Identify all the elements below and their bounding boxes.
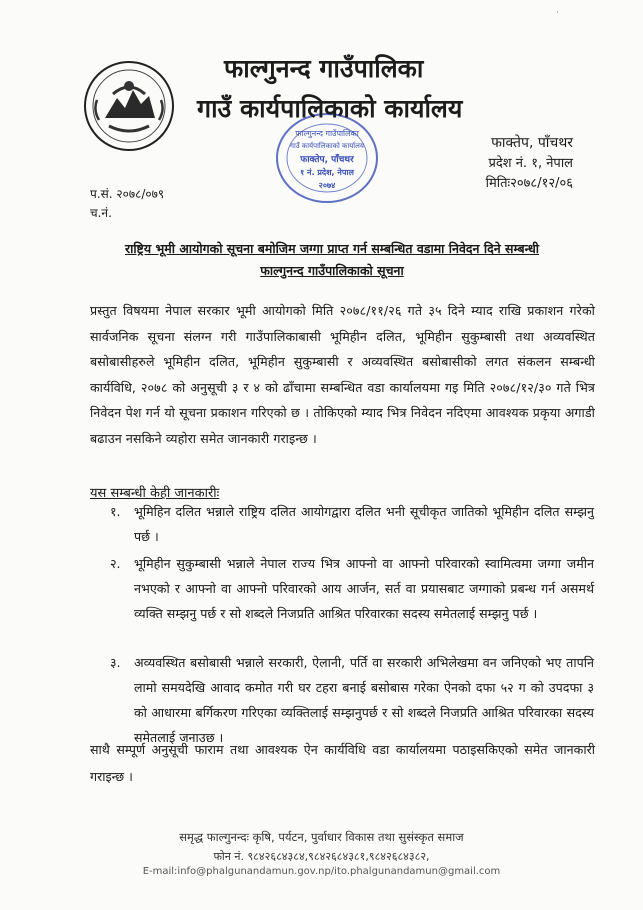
list-item (110, 499, 594, 549)
list-item-text: अव्यवस्थित बसोबासी भन्नाले सरकारी, ऐलानी, पर्ति वा सरकारी अभिलेखमा वन जनिएको भए तापनि लामो समयदेखि आवाद कमोत गरी घर टहरा बनाई बसोबास गरेका ऐनको दफा ५२ ग को उपदफा ३ को आधारमा बर्गिकरण गरिएका व्यक्तिलाई सम्झनुपर्छ र सो शब्दले निजप्रति आश्रित परिवारका सदस्य समेतलाई जनाउछ । (134, 655, 594, 745)
organization-name: फाल्गुनन्द गाउँपालिका (224, 54, 424, 83)
corner-mark: · (556, 8, 559, 18)
dispatch-number: च.नं. (90, 206, 112, 220)
notice-paragraph: प्रस्तुत विषयमा नेपाल सरकार भूमी आयोगको मिति २०७८/११/२६ गते ३५ दिने म्याद राखि प्रकाशन गरेको सार्वजनिक सूचना संलग्न गरी गाउँपालिकाबासी भूमिहीन दलित, भूमिहीन सुकुम्बासी तथा अव्यवस्थित बसोबासीहरुले भूमिहीन दलित, भूमिहीन सुकुम्बासी र अव्यवस्थित बसोबासीको लगत संकलन सम्बन्धी कार्यविधि, २०७८ को अनुसूची ३ र ४ को ढाँचामा सम्बन्धित वडा कार्यालयमा गइ मिति २०७८/१२/३० गते भित्र निवेदन पेश गर्न यो सूचना प्रकाशन गरिएको छ । तोकिएको म्याद भित्र निवेदन नदिएमा आवश्यक प्रकृया अगाडी बढाउन नसकिने व्यहोरा समेत जानकारी गराइन्छ । (90, 303, 595, 446)
footer-email: E-mail:info@phalgunandamun.gov.np/ito.phalgunandamun@gmail.com (142, 866, 501, 877)
letter-date: मितिः२०७८/१२/०६ (485, 176, 573, 191)
list-item-number: १. (110, 504, 121, 519)
subject-heading (82, 238, 582, 282)
list-item-number: ३. (110, 655, 121, 670)
list-item-text: भूमिहिन दलित भन्नाले राष्ट्रिय दलित आयोगद्वारा दलित भनी सूचीकृत जातिको भूमिहीन दलित सम्झनु पर्छ । (134, 504, 594, 544)
list-item-text: भूमिहीन सुकुम्बासी भन्नाले नेपाल राज्य भित्र आफ्नो वा आफ्नो परिवारको स्वामित्वमा जग्गा जमीन नभएको र आफ्नो वा आफ्नो परिवारको आय आर्जन, सर्त वा प्रयासबाट जग्गाको प्रबन्ध गर्न असमर्थ व्यक्ति सम्झनु पर्छ र सो शब्दले निजप्रति आश्रित परिवारका सदस्य समेतलाई सम्झनु पर्छ । (134, 556, 594, 621)
list-item (110, 551, 594, 626)
subject-line1: राष्ट्रिय भूमी आयोगको सूचना बमोजिम जग्गा प्राप्त गर्न सम्बन्धित वडामा निवेदन दिने सम्बन्धी (124, 241, 540, 256)
office-name: गाउँ कार्यपालिकाको कार्यालय (197, 94, 463, 123)
list-item-number: २. (110, 556, 121, 571)
stamp-line1: फाल्गुनन्द गाउँपालिका (295, 129, 359, 138)
stamp-line5: २०७४ (318, 181, 336, 190)
list-item (110, 650, 594, 750)
stamp-line3: फाक्तेप, पाँचथर (300, 155, 354, 165)
nepal-government-emblem (83, 60, 175, 152)
info-heading: यस सम्बन्धी केही जानकारीः (90, 486, 220, 501)
address-line1: फाक्तेप, पाँचथर (491, 135, 573, 151)
address-line2: प्रदेश नं. १, नेपाल (488, 156, 573, 171)
footer-phone: फोन नं. ९८४२६८४३८४,९८४२६८४३८१,९८४२६८४३८२, (213, 850, 430, 863)
footer-motto: समृद्ध फाल्गुनन्दः कृषि, पर्यटन, पुर्वाधार विकास तथा सुसंस्कृत समाज (179, 830, 464, 844)
subject-line2: फाल्गुनन्द गाउँपालिकाको सूचना (260, 263, 404, 278)
closing-paragraph: साथै सम्पूर्ण अनुसूची फाराम तथा आवश्यक ऐन कार्यविधि वडा कार्यालयमा पठाइसकिएको समेत जानकारी गराइन्छ । (90, 742, 595, 784)
stamp-line4: १ नं. प्रदेश, नेपाल (300, 168, 354, 177)
stamp-line2: गाउँ कार्यपालिकाको कार्यालय (290, 142, 364, 150)
reference-number: प.सं. २०७८/०७९ (90, 187, 165, 201)
